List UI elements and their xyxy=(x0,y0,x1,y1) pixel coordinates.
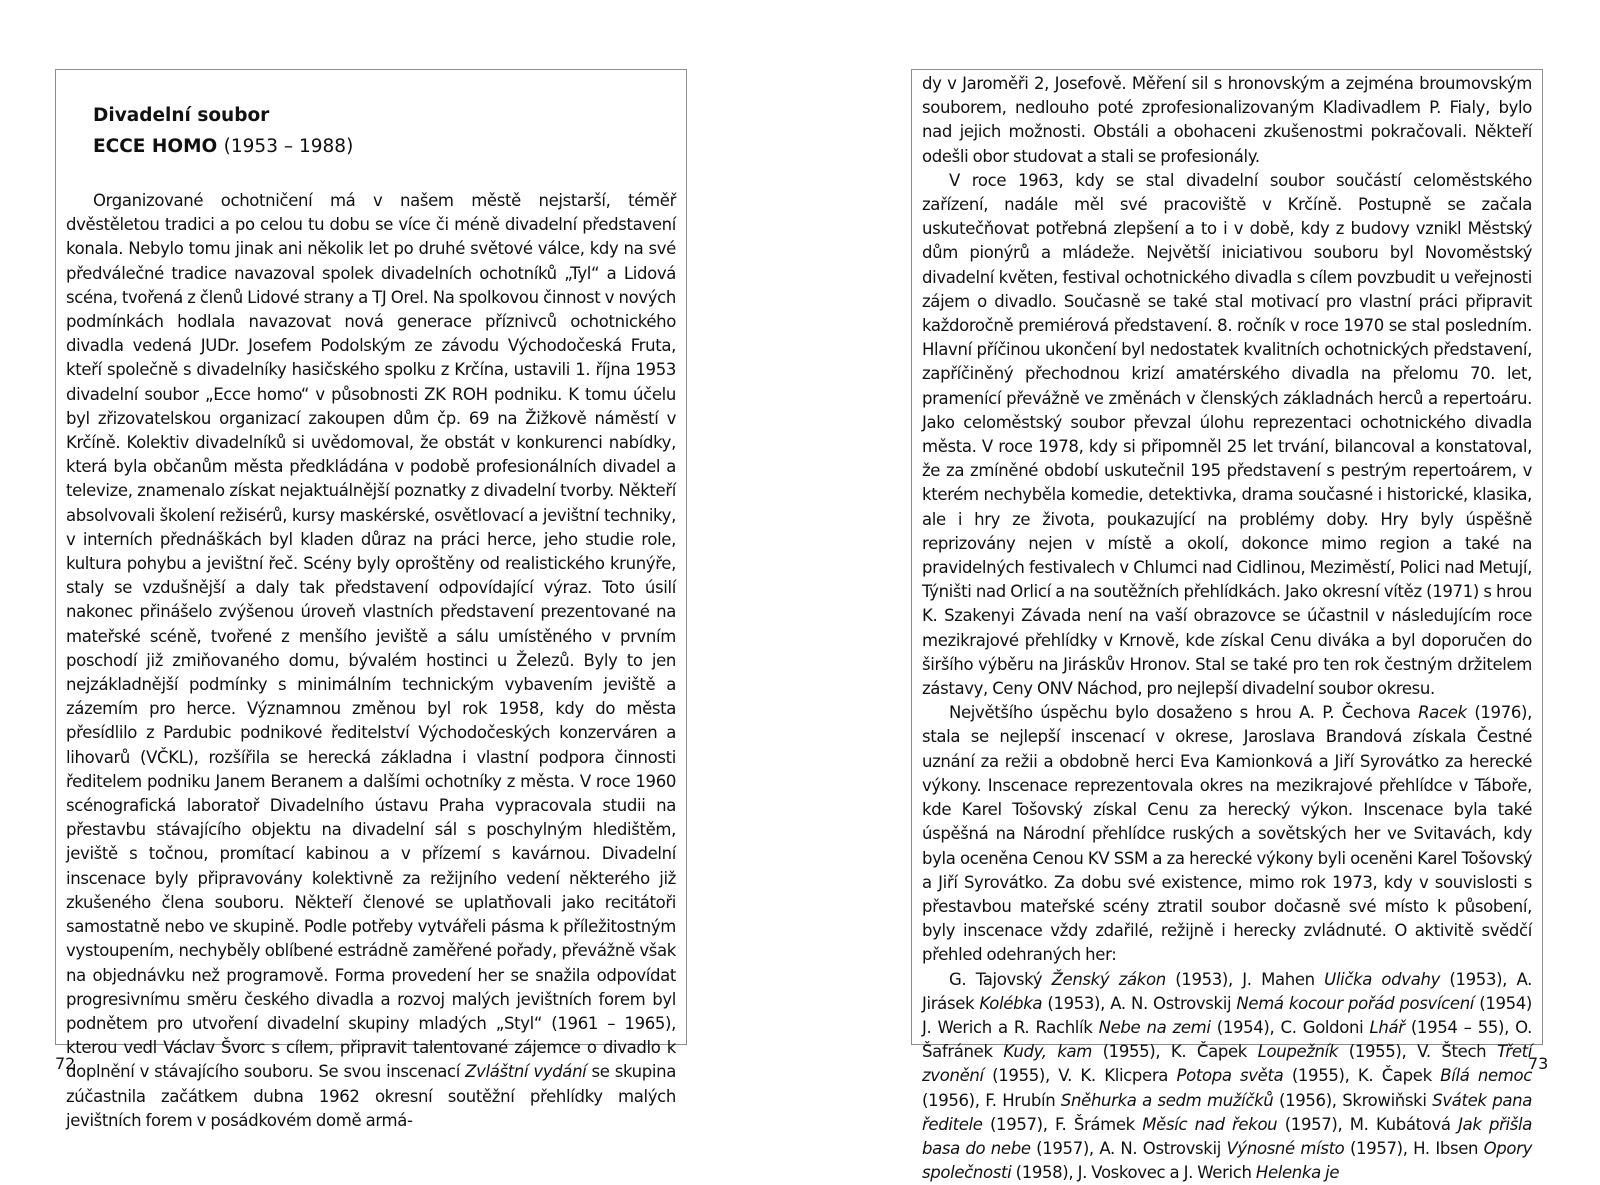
text-run: (1957), A. N. Ostrovskij xyxy=(1030,1138,1227,1158)
text-run-italic: Výnosné místo xyxy=(1226,1138,1345,1158)
text-run: (1954), C. Goldoni xyxy=(1210,1017,1370,1037)
text-run-italic: Sněhurka a sedm mužíčků xyxy=(1060,1090,1274,1110)
text-run: (1953), J. Mahen xyxy=(1165,969,1325,989)
text-run-italic: Měsíc nad řekou xyxy=(1142,1114,1278,1134)
text-run: (1955), V. Štech xyxy=(1338,1042,1497,1062)
paragraph xyxy=(922,968,1532,1185)
text-run: (1953), A. N. Ostrovskij xyxy=(1042,993,1237,1013)
text-run-italic: Bílá nemoc xyxy=(1440,1066,1532,1086)
text-run-italic: Třetí zvonění xyxy=(922,1042,1532,1086)
ensemble-name: ECCE HOMO xyxy=(93,136,218,157)
right-page-text xyxy=(922,72,1532,1185)
text-run-italic: Kolébka xyxy=(979,993,1043,1013)
page-number-left: 72 xyxy=(55,1054,76,1073)
text-run: (1953), A. Jirásek xyxy=(922,969,1533,1013)
text-run: (1958), J. Voskovec a J. Werich xyxy=(1011,1163,1256,1183)
right-page xyxy=(911,69,1543,1183)
text-run-italic: Ulička odvahy xyxy=(1324,969,1441,989)
text-run-italic: Racek xyxy=(1418,703,1467,723)
text-run: Největšího úspěchu bylo dosaženo s hrou A. P. Čechova xyxy=(949,703,1419,723)
text-run-italic: Helenka je xyxy=(1255,1163,1340,1183)
text-run-italic: Potopa světa xyxy=(1176,1066,1284,1086)
left-page-text xyxy=(66,189,676,1133)
text-run: dy v Jaroměři 2, Josefově. Měření sil s hronovským a zejména broumovským souborem, nedlouho poté zprofesionalizovaným Kladivadlem P. Fialy, bylo nad jejich možnosti. Obstáli a obohaceni zkušenostmi pokračovali. Někteří odešli obor studovat a stali se profesionály. xyxy=(922,74,1532,166)
text-run-italic: Kudy, kam xyxy=(1003,1042,1092,1062)
text-run: G. Tajovský xyxy=(949,969,1052,989)
text-run: (1954) J. Werich a R. Rachlík xyxy=(922,993,1533,1037)
text-run: se skupina zúčastnila začátkem dubna 1962 okresní soutěžní přehlídky malých jevištních forem v posádkovém domě armá- xyxy=(66,1062,677,1130)
text-run-italic: Zvláštní vydání xyxy=(465,1062,587,1082)
text-run: (1954 – 55), O. Šafránek xyxy=(922,1017,1532,1062)
text-run: V roce 1963, kdy se stal divadelní soubor součástí celoměstského zařízení, nadále měl své pracoviště v Krčíně. Postupně se začala uskutečňovat potřebná zlepšení a to i v době, kdy z budovy vznikl Městský dům pionýrů a mládeže. Největší iniciativou souboru byl Novoměstský divadelní květen, festival ochotnického divadla s cílem povzbudit u veřejnosti zájem o divadlo. Současně se také stal motivací pro vlastní práci připravit každoročně premiérová představení. 8. ročník v roce 1970 se stal posledním. Hlavní příčinou ukončení byl nedostatek kvalitních ochotnických představení, zapříčiněný přechodnou krizí amatérského divadla na přelomu 70. let, pramenící převážně ve změnách v členských základnách herců a repertoáru. Jako celoměstský soubor převzal úlohu reprezentaci ochotnického divadla města. V roce 1978, kdy si připomněl 25 let trvání, bilancoval a konstatoval, že za zmíněné období uskutečnil 195 představení s pestrým repertoárem, v kterém nechyběla komedie, detektivka, drama současné i historické, klasika, ale i hry ze života, poukazující na problémy doby. Hry byly úspěšně reprizovány nejen v místě a okolí, dokonce mimo region a také na pravidelných festivalech v Chlumci nad Cidlinou, Meziměstí, Polici nad Metují, Týništi nad Orlicí a na soutěžních přehlídkách. Jako okresní vítěz (1971) s hrou K. Szakenyi Závada není na vaší obrazovce se účastnil v následujícím roce mezikrajové přehlídky v Krnově, kde získal Cenu diváka a byl doporučen do širšího výběru na Jiráskův Hronov. Stal se také pro ten rok čestným držitelem zástavy, Ceny ONV Náchod, pro nejlepší divadelní soubor okresu. xyxy=(922,170,1532,699)
paragraph xyxy=(66,189,676,1133)
text-run-italic: Svátek pana ředitele xyxy=(922,1090,1532,1134)
text-run-italic: Opory společnosti xyxy=(922,1138,1532,1183)
text-run: Organizované ochotničení má v našem městě nejstarší, téměř dvěstěletou tradici a po celou tu dobu se více či méně divadelní představení konala. Nebylo tomu jinak ani několik let po druhé světové válce, kdy na své předválečné tradice navazoval spolek divadelních ochotníků „Tyl“ a Lidová scéna, tvořená z členů Lidové strany a TJ Orel. Na spolkovou činnost v nových podmínkách hodlala navazovat nová generace příznivců ochotnického divadla vedená JUDr. Josefem Podolským ze závodu Východočeská Fruta, kteří společně s divadelníky hasičského spolku z Krčína, ustavili 1. října 1953 divadelní soubor „Ecce homo“ v působnosti ZK ROH podniku. K tomu účelu byl zřizovatelskou organizací zakoupen dům čp. 69 na Žižkově náměstí v Krčíně. Kolektiv divadelníků si uvědomoval, že obstát v konkurenci nabídky, která byla občanům města předkládána v podobě profesionálních divadel a televize, znamenalo získat nejaktuálnější poznatky z divadelní tvorby. Někteří absolvovali školení režisérů, kursy maskérské, osvětlovací a jevištní techniky, v interních přednáškách byl kladen důraz na práci herce, jeho studie role, kultura pohybu a jevištní řeč. Scény byly oproštěny od realistického krunýře, staly se vzdušnější a daly tak představení odpovídající výraz. Toto úsilí nakonec přinášelo zvýšenou úroveň vlastních představení prezentované na mateřské scéně, tvořené z menšího jeviště a sálu umístěného v prvním poschodí již zmiňovaného domu, bývalém hostinci u Železů. Byly to jen nejzákladnější podmínky s minimálním technickým vybavením jeviště a zázemím pro herce. Významnou změnou byl rok 1958, kdy do města přesídlilo z Pardubic podnikové ředitelství Východočeských konzerváren a lihovarů (VČKL), rozšířila se herecká základna i vlastní podpora činnosti ředitelem podniku Janem Beranem a dalšími ochotníky z města. V roce 1960 scénografická laboratoř Divadelního ústavu Praha vypracovala studii na přestavbu stávajícího objektu na divadelní sál s poschylným hledištěm, jeviště s točnou, promítací kabinou a v přízemí s kavárnou. Divadelní inscenace byly připravovány kolektivně za režijního vedení některého již zkušeného člena souboru. Někteří členové se uplatňovali jako recitátoři samostatně nebo ve skupině. Podle potřeby vytvářeli pásma k příležitostným vystoupením, nechyběly oblíbené estrádně zaměřené pořady, převážně však na objednávku než programově. Forma provedení her se snažila odpovídat progresivnímu směru českého divadla a rozvoj malých jevištních forem byl podnětem pro utvoření divadelní skupiny mladých „Styl“ (1961 – 1965), kterou vedl Václav Švorc s cílem, připravit talentované zájemce o divadlo k doplnění v stávajícího souboru. Se svou inscenací xyxy=(66,191,676,1082)
section-heading xyxy=(66,100,676,162)
text-run-italic: Lhář xyxy=(1369,1017,1405,1037)
text-run: (1955), K. Čapek xyxy=(1283,1066,1441,1086)
heading-line-2 xyxy=(93,131,676,162)
text-run-italic: Nebe na zemi xyxy=(1098,1017,1211,1037)
text-run: (1956), Skrowiňski xyxy=(1273,1090,1433,1110)
text-run: (1957), M. Kubátová xyxy=(1277,1114,1459,1134)
text-run-italic: Loupežník xyxy=(1257,1042,1339,1062)
text-run: (1955), K. Čapek xyxy=(1091,1042,1258,1062)
ensemble-years: (1953 – 1988) xyxy=(223,136,354,157)
paragraph xyxy=(922,169,1532,701)
text-run: (1976), stala se nejlepší inscenací v okrese, Jaroslava Brandová získala Čestné uznání za režii a obdobně herci Eva Kamionková a Jiří Syrovátko za herecké výkony. Inscenace reprezentovala okres na mezikrajové přehlídce v Táboře, kde Karel Tošovský získal Cenu za herecký výkon. Inscenace byla také úspěšná na Národní přehlídce ruských a sovětských her ve Svitavách, kdy byla oceněna Cenou KV SSM a za herecké výkony byli oceněni Karel Tošovský a Jiří Syrovátko. Za dobu své existence, mimo rok 1973, kdy v souvislosti s přestavbou mateřské scény ztratil soubor dočasně své místo k působení, byly inscenace vždy zdařilé, režijně i herecky zvládnuté. O aktivitě svědčí přehled odehraných her: xyxy=(922,703,1532,965)
paragraph xyxy=(922,701,1532,967)
text-run-italic: Jak přišla basa do nebe xyxy=(922,1114,1532,1158)
text-run: (1955), V. K. Klicpera xyxy=(983,1066,1177,1086)
text-run: (1957), H. Ibsen xyxy=(1344,1138,1484,1158)
text-run: (1956), F. Hrubín xyxy=(922,1090,1061,1110)
text-run-italic: Ženský zákon xyxy=(1051,969,1166,989)
page-number-right: 73 xyxy=(1528,1054,1549,1073)
text-run: (1957), F. Šrámek xyxy=(982,1114,1143,1134)
paragraph xyxy=(922,72,1532,169)
text-run-italic: Nemá kocour pořád posvícení xyxy=(1236,993,1475,1013)
heading-line-1: Divadelní soubor xyxy=(93,105,270,126)
